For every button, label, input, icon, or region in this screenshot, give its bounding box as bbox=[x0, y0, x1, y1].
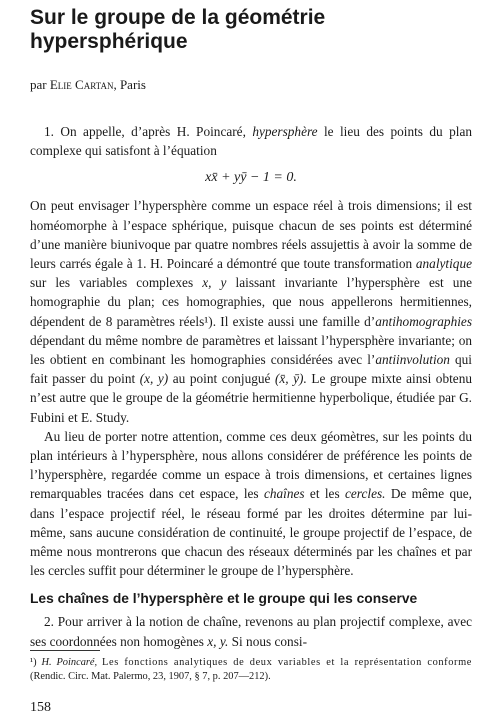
p2-text-c: laissant invariante l’hypersphère est une homographie du plan; ces homographies, que nous appellerons hermitiennes, dépendent de 8 paramètres réels¹). Il existe aussi une famille d’ bbox=[30, 275, 473, 329]
p2-point-conjugate: (x̄, ȳ). bbox=[274, 371, 307, 387]
p3-term-cercles: cercles. bbox=[344, 486, 386, 502]
p2-term-antihomographies: antihomographies bbox=[375, 313, 472, 329]
body-text bbox=[30, 122, 472, 651]
byline-prefix: par bbox=[30, 77, 47, 92]
byline bbox=[30, 77, 146, 93]
footnote-title: Les fonctions analytiques de deux variables et la représentation conforme bbox=[102, 657, 472, 668]
equation: xx̄ + yȳ − 1 = 0. bbox=[205, 170, 297, 186]
p4-vars-xy: x, y. bbox=[207, 633, 229, 649]
article-title: Sur le groupe de la géométrie hypersphérique bbox=[30, 6, 326, 53]
paragraph-3 bbox=[30, 427, 472, 581]
p2-term-analytique: analytique bbox=[415, 256, 473, 272]
p3-term-chaines: chaînes bbox=[263, 486, 305, 502]
p3-text-b: et les bbox=[309, 486, 340, 502]
p2-vars-xy: x, y bbox=[202, 275, 227, 291]
page-number: 158 bbox=[30, 700, 51, 715]
p3-text-a: Au lieu de porter notre attention, comme ces deux géomètres, sur les points du plan intérieurs à l’hypersphère, nous allons considérer de préférence les points de l’hypersphère, regardée comme un espace à trois dimensions, et certaines lignes remarquables tracées dans cet espace, les bbox=[30, 428, 472, 502]
p2-text-d: dépendant du même nombre de paramètres et laissant l’hypersphère invariante; on les obtient en combinant les homographies considérées avec l’ bbox=[30, 332, 472, 368]
p4-text-a: 2. Pour arriver à la notion de chaîne, revenons au plan projectif complexe, avec ses coordonnées non homogènes bbox=[30, 614, 472, 649]
p2-text-g: Le groupe mixte ainsi obtenu n’est autre que le groupe de la géométrie hermitienne hyperbolique, étudiée par G. Fubini et E. Study. bbox=[30, 371, 472, 425]
p1-text-b: le lieu des points du plan complexe qui satisfont à l’équation bbox=[30, 124, 472, 159]
footnote-marker: ¹) bbox=[30, 657, 37, 668]
p2-text-f: au point conjugué bbox=[172, 371, 271, 387]
p2-text-a: On peut envisager l’hypersphère comme un espace réel à trois dimensions; il est homéomorphe à l’espace sphérique, puisque chacun de ses points est déterminé d’une manière biunivoque par quatre nombres réels assujettis à avoir la somme de leurs carrés égale à 1. H. Poincaré a démontré que toute transformation bbox=[30, 198, 472, 272]
footnote-reference: (Rendic. Circ. Mat. Palermo, 23, 1907, § 7, p. 207—212). bbox=[30, 671, 271, 682]
paragraph-4 bbox=[30, 612, 472, 650]
footnote-author: H. Poincaré, bbox=[41, 657, 98, 668]
footnote-rule bbox=[30, 650, 100, 651]
paragraph-1 bbox=[30, 122, 472, 160]
footnote bbox=[30, 656, 472, 684]
p3-text-c: De même que, dans l’espace projectif réel, le réseau formé par les droites détermine par lui-même, sans aucune considération de continuité, le groupe projectif de l’espace, de même nous montrerons que chacun des réseaux déterminés par les chaînes et par les cercles suffit pour déterminer le groupe de l’hypersphère. bbox=[30, 486, 473, 579]
p2-text-b: sur les variables complexes bbox=[30, 275, 194, 291]
p4-text-b: Si nous consi- bbox=[231, 633, 307, 649]
p1-text-a: 1. On appelle, d’après H. Poincaré, bbox=[44, 124, 246, 139]
byline-author: Elie Cartan bbox=[49, 77, 114, 92]
p1-term-hypersphere: hypersphère bbox=[252, 124, 318, 139]
section-heading: Les chaînes de l’hypersphère et le groupe qui les conserve bbox=[30, 591, 418, 607]
p2-text-e: qui fait passer du point bbox=[30, 352, 472, 387]
p2-term-antiinvolution: antiinvolution bbox=[375, 352, 450, 368]
byline-place: , Paris bbox=[113, 77, 146, 92]
paragraph-2 bbox=[30, 196, 472, 426]
p2-point-xy: (x, y) bbox=[139, 371, 169, 387]
